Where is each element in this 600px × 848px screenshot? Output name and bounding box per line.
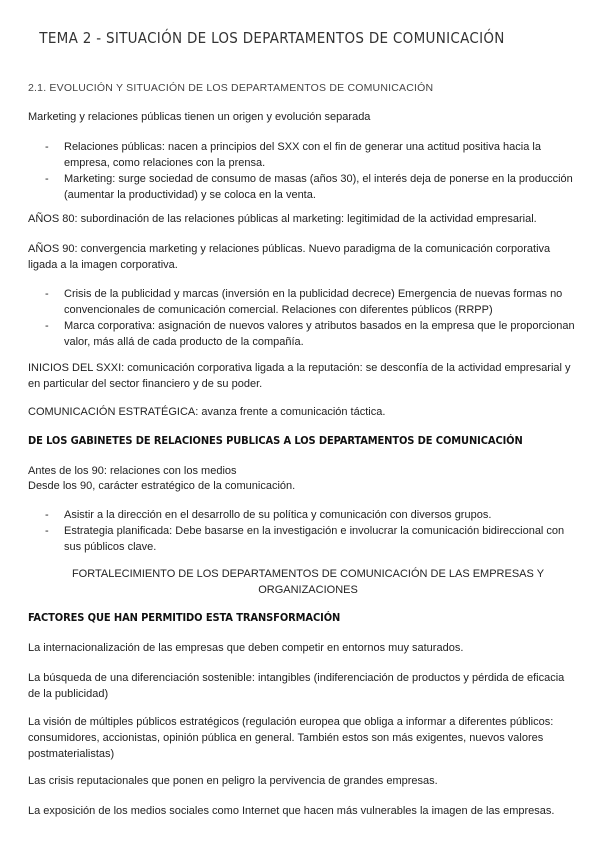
list-dash: - xyxy=(45,173,49,185)
paragraph-before-90: Antes de los 90: relaciones con los medios xyxy=(28,465,237,477)
factor-paragraph: Las crisis reputacionales que ponen en peligro la pervivencia de grandes empresas. xyxy=(28,775,438,787)
paragraph-xxi: INICIOS DEL SXXI: comunicación corporativa ligada a la reputación: se desconfía de la actividad empresarial y en particular del sector financiero y de su poder. xyxy=(28,362,571,390)
nineties-list xyxy=(28,286,576,350)
list-item-text: Estrategia planificada: Debe basarse en la investigación e involucrar la comunicación bidireccional con sus públicos clave. xyxy=(64,525,565,553)
page-title: TEMA 2 - SITUACIÓN DE LOS DEPARTAMENTOS DE COMUNICACIÓN xyxy=(39,29,505,47)
list-item-text: Relaciones públicas: nacen a principios del SXX con el fin de generar una actitud positiva hacia la empresa, como relaciones con la prensa. xyxy=(64,141,541,169)
list-item xyxy=(28,318,576,350)
list-item-text: Marca corporativa: asignación de nuevos valores y atributos basados en la empresa que le proporcionan valor, más allá de cada producto de la compañía. xyxy=(64,320,575,348)
paragraph-80s: AÑOS 80: subordinación de las relaciones públicas al marketing: legitimidad de la actividad empresarial. xyxy=(28,213,537,225)
factor-paragraph: La internacionalización de las empresas que deben competir en entornos muy saturados. xyxy=(28,642,464,654)
list-item xyxy=(28,523,576,555)
list-dash: - xyxy=(45,320,49,332)
list-item-text: Asistir a la dirección en el desarrollo de su política y comunicación con diversos grupos. xyxy=(64,509,492,521)
section-subtitle: 2.1. EVOLUCIÓN Y SITUACIÓN DE LOS DEPARTAMENTOS DE COMUNICACIÓN xyxy=(28,82,434,94)
list-item xyxy=(28,139,576,171)
paragraph-since-90: Desde los 90, carácter estratégico de la comunicación. xyxy=(28,480,296,492)
paragraph-90s: AÑOS 90: convergencia marketing y relaciones públicas. Nuevo paradigma de la comunicación corporativa ligada a la imagen corporativa. xyxy=(28,243,551,271)
factor-paragraph: La visión de múltiples públicos estratégicos (regulación europea que obliga a informar a diferentes públicos: consumidores, accionistas, opinión pública en general. También estos son más exigentes, nuevos valores postmaterialistas) xyxy=(28,716,554,760)
section-heading-factores: FACTORES QUE HAN PERMITIDO ESTA TRANSFORMACIÓN xyxy=(28,611,341,624)
list-dash: - xyxy=(45,141,49,153)
factor-paragraph: La exposición de los medios sociales como Internet que hacen más vulnerables la imagen de las empresas. xyxy=(28,805,555,817)
list-dash: - xyxy=(45,288,49,300)
list-dash: - xyxy=(45,509,49,521)
list-item-text: Marketing: surge sociedad de consumo de masas (años 30), el interés deja de ponerse en la producción (aumentar la productividad) y se coloca en la venta. xyxy=(64,173,573,201)
list-dash: - xyxy=(45,525,49,537)
centered-heading-fortalecimiento: FORTALECIMIENTO DE LOS DEPARTAMENTOS DE COMUNICACIÓN DE LAS EMPRESAS Y ORGANIZACIONES xyxy=(71,568,545,596)
list-item xyxy=(28,286,576,318)
intro-paragraph: Marketing y relaciones públicas tienen un origen y evolución separada xyxy=(28,111,371,123)
paragraph-strategic: COMUNICACIÓN ESTRATÉGICA: avanza frente a comunicación táctica. xyxy=(28,406,386,418)
list-item-text: Crisis de la publicidad y marcas (inversión en la publicidad decrece) Emergencia de nuevas formas no convencionales de comunicación comercial. Relaciones con diferentes públicos (RRPP) xyxy=(64,288,563,316)
origins-list xyxy=(28,139,576,203)
factor-paragraph: La búsqueda de una diferenciación sostenible: intangibles (indiferenciación de productos y pérdida de eficacia de la publicidad) xyxy=(28,672,565,700)
list-item xyxy=(28,171,576,203)
section-heading-gabinetes: DE LOS GABINETES DE RELACIONES PUBLICAS A LOS DEPARTAMENTOS DE COMUNICACIÓN xyxy=(28,434,523,447)
list-item xyxy=(28,507,576,523)
functions-list xyxy=(28,507,576,555)
